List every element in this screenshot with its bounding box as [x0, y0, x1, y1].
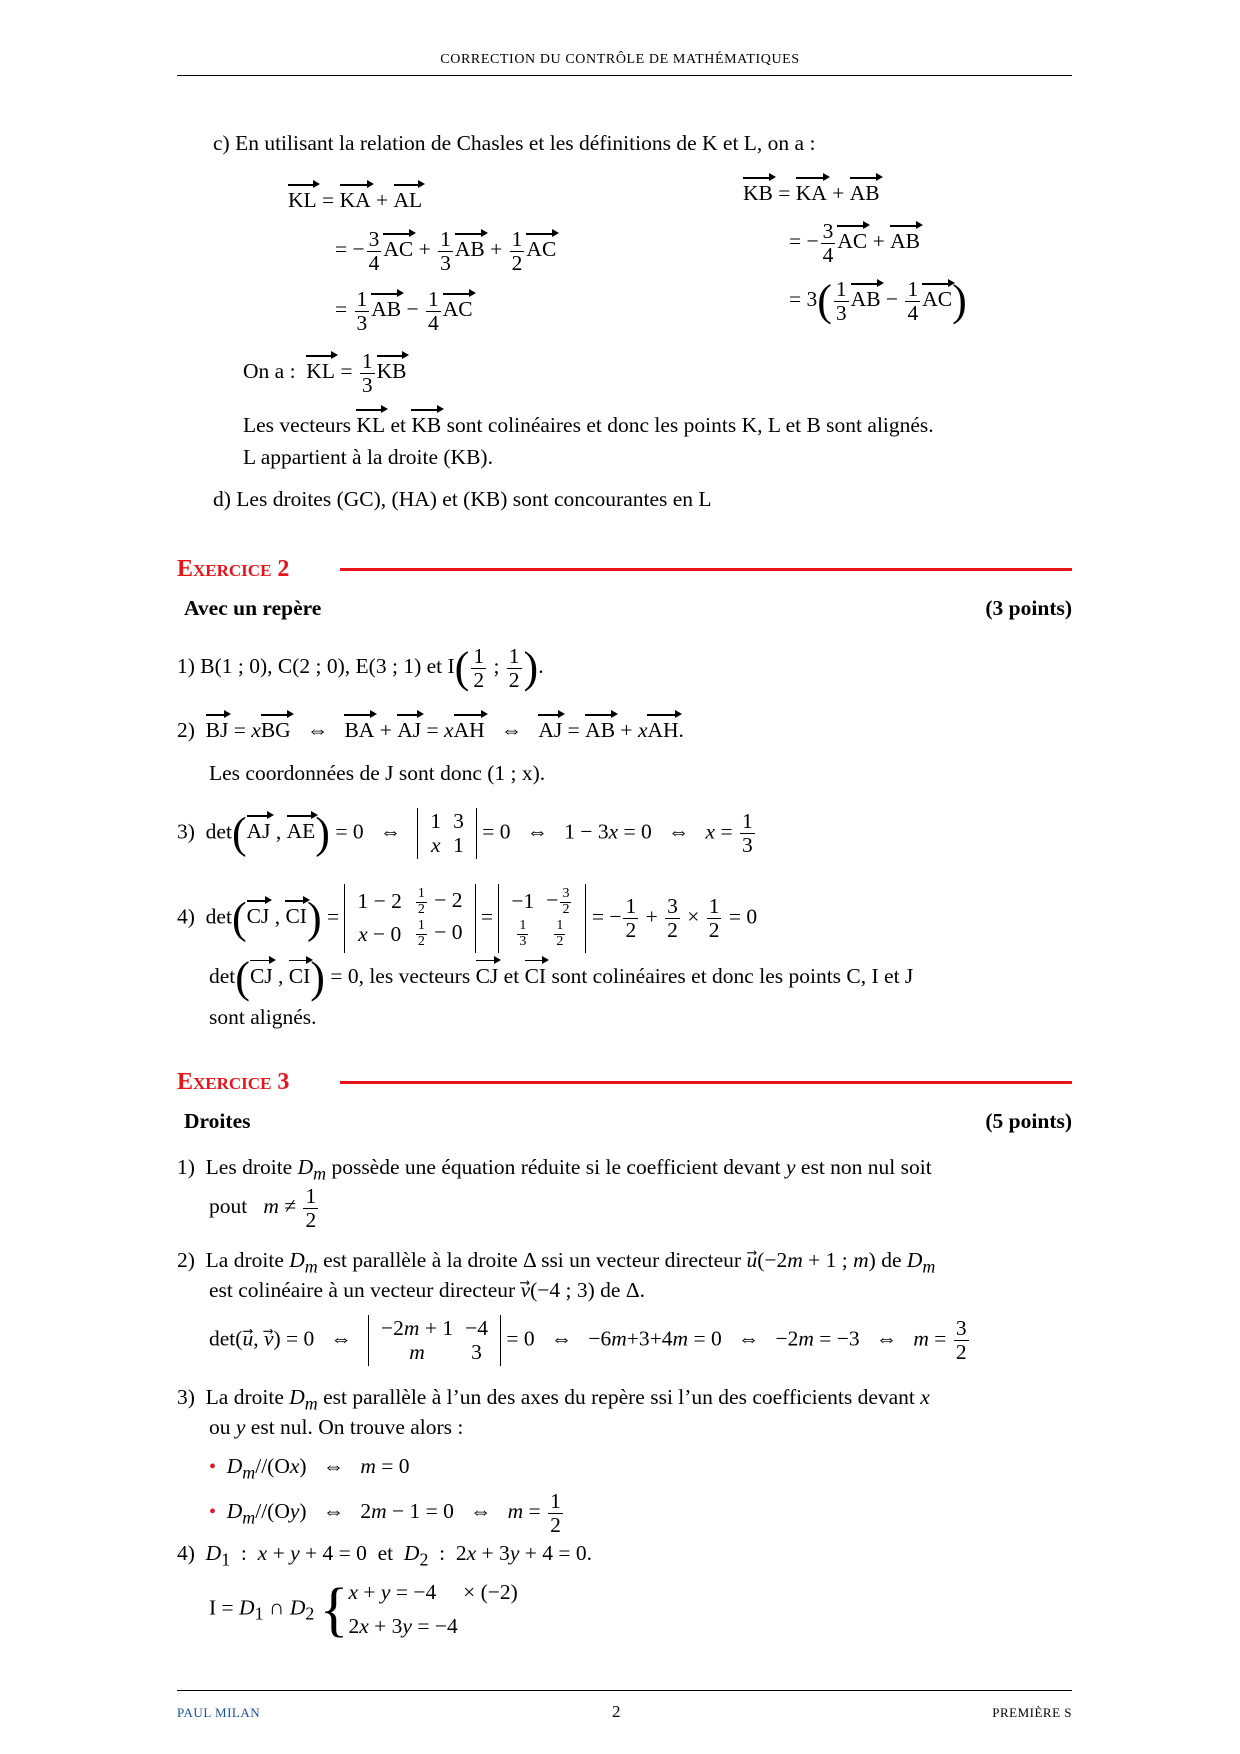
ex3-q2: 2) La droite $D_m$ est parallèle à la droite Δ ssi un vecteur directeur u⃗(−2m + 1 ; m) de $D_m$ [177, 1248, 936, 1277]
ex2-q1: 1) B(1 ; 0), C(2 ; 0), E(3 ; 1) et I( $\frac{1}{2}$ ; $\frac{1}{2}$ ). [177, 643, 544, 693]
kl-equation-1: KL = KA + AL [288, 188, 423, 212]
footer-level: PREMIÈRE S [992, 1705, 1072, 1720]
footer-rule [177, 1690, 1072, 1691]
collinear-sentence: Les vecteurs KL et KB sont colinéaires et donc les points K, L et B sont alignés. [243, 413, 934, 437]
ex3-q1: 1) Les droite $D_m$ possède une équation réduite si le coefficient devant y est non nul soit [177, 1155, 932, 1184]
ex3-q4: 4) $D_1$ : x + y + 4 = 0 et $D_2$ : 2x + 3y + 4 = 0. [177, 1541, 592, 1570]
belongs-sentence: L appartient à la droite (KB). [243, 445, 493, 469]
exercise-2-points: (3 points) [985, 596, 1072, 620]
exercise-2-title: Exercice 2 [177, 556, 290, 582]
kl-equation-3: = $\frac{1}{3}$ AB − $\frac{1}{4}$ AC [335, 287, 473, 335]
ex3-q3-oy: • $D_m//(Oy)$ ⇔ 2m − 1 = 0 ⇔ m = $\frac{1}{2}$ [209, 1489, 561, 1537]
kb-equation-3: = 3( $\frac{1}{3}$ AB − $\frac{1}{4}$ AC) [789, 276, 967, 326]
exercise-2-subtitle: Avec un repère [184, 596, 322, 620]
ex3-q4-system: $I = D_1$ ∩ $D_2$ {x + y = −4 × (−2) 2x + 3y = −4 [209, 1576, 518, 1643]
ex2-q2: 2) BJ = xBG ⇔ BA + AJ = xAH ⇔ AJ = AB + xAH. [177, 718, 684, 742]
header-rule [177, 75, 1072, 76]
exercise-3-subtitle: Droites [184, 1109, 251, 1133]
exercise-3-title: Exercice 3 [177, 1069, 290, 1095]
ex1-c-intro: c) En utilisant la relation de Chasles et les définitions de K et L, on a : [213, 131, 816, 155]
ex3-q2b: est colinéaire à un vecteur directeur v⃗(−4 ; 3) de Δ. [209, 1278, 646, 1302]
page-header: CORRECTION DU CONTRÔLE DE MATHÉMATIQUES [440, 52, 800, 67]
ex2-q2-coordinates: Les coordonnées de J sont donc (1 ; x). [209, 761, 546, 785]
ex2-q4: 4) det(CJ , CI) = 1 − 2 $\frac{1}{2}$ − 2 x − 0 $\frac{1}{2}$ − 0 = −1 − $\frac{3}{2}$ $\frac{1}{3}$ $\frac{1}{2}$ = − $\frac{1}{2}$ + $\frac{3}{2}$ × $\frac{1}{2}$ = 0 [177, 884, 757, 953]
exercise-2-rule [340, 568, 1072, 571]
ex3-q1-cond: pout m ≠ $\frac{1}{2}$ [209, 1184, 317, 1232]
ex3-q3-ox: • $D_m//(Ox)$ ⇔ m = 0 [209, 1454, 410, 1483]
ex1-d: d) Les droites (GC), (HA) et (KB) sont concourantes en L [213, 487, 712, 511]
ex3-q3b: ou y est nul. On trouve alors : [209, 1415, 464, 1439]
kl-kb-relation: On a : KL = $\frac{1}{3}$ KB [243, 349, 407, 397]
ex2-q4-end: sont alignés. [209, 1005, 317, 1029]
kb-equation-1: KB = KA + AB [743, 181, 880, 205]
exercise-3-rule [340, 1081, 1072, 1084]
ex2-q4-conclusion: det(CJ , CI) = 0, les vecteurs CJ et CI sont colinéaires et donc les points C, I et J [209, 953, 914, 1002]
page-number: 2 [612, 1702, 621, 1721]
ex3-q3: 3) La droite $D_m$ est parallèle à l’un des axes du repère ssi l’un des coefficients devant x [177, 1385, 930, 1414]
footer-author: PAUL MILAN [177, 1705, 261, 1720]
exercise-3-points: (5 points) [985, 1109, 1072, 1133]
ex3-q2-det: det(u⃗, v⃗) = 0 ⇔ −2m + 1 −4 m 3 = 0 ⇔ −6m+3+4m = 0 ⇔ −2m = −3 ⇔ m = $\frac{3}{2}$ [209, 1316, 967, 1364]
kl-equation-2: = − $\frac{3}{4}$ AC + $\frac{1}{3}$ AB + $\frac{1}{2}$ AC [335, 227, 557, 275]
kb-equation-2: = − $\frac{3}{4}$ AC + AB [789, 219, 921, 267]
on-a-label: On a : [243, 359, 296, 383]
ex2-q3: 3) det(AJ , AE) = 0 ⇔ 1 3 x 1 = 0 ⇔ 1 − 3x = 0 ⇔ x = $\frac{1}{3}$ [177, 808, 753, 858]
